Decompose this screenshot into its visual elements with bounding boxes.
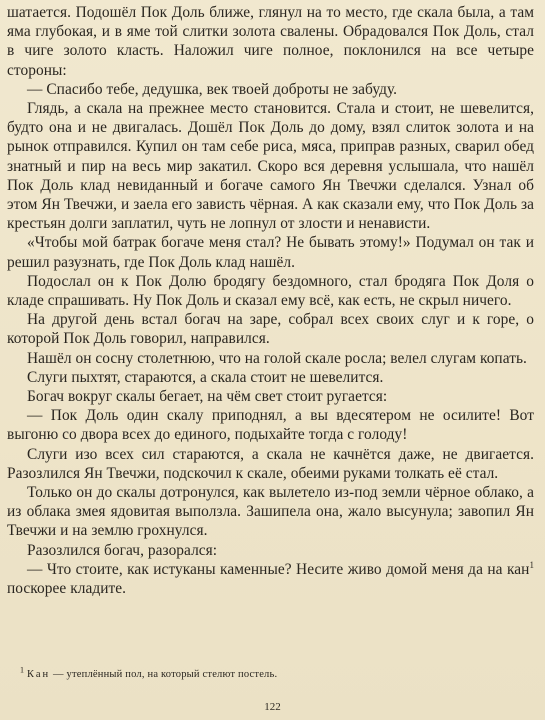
page-number: 122 — [264, 701, 281, 713]
paragraph: Разозлился богач, разорался: — [27, 541, 218, 559]
last-paragraph-tail: поскорее кладите. — [7, 580, 127, 598]
paragraph: Глядь, а скала на прежнее место становится. Стала и стоит, не шевелится, будто она и не двигалась. Дошёл Пок Доль до дому, взял слиток золота и на рынок отправился. Купил он там себе риса, мяса, приправ разных, сварил обед знатный и пир на весь мир закатил. Скоро вся деревня услышала, что нашёл Пок Доль клад невиданный и богаче самого Ян Твечжи сделался. Узнал об этом Ян Твечжи, и заела его зависть чёрная. А как сказали ему, что Пок Доль за крестьян долги заплатил, чуть не лопнул от злости и ненависти. — [7, 100, 534, 233]
footnote-ref[interactable]: 1 — [529, 559, 534, 570]
footnote-term: Кан — [27, 669, 51, 680]
footnote-definition: — утеплённый пол, на который стелют постель. — [50, 669, 278, 680]
paragraph: Богач вокруг скалы бегает, на чём свет стоит ругается: — [27, 388, 388, 406]
last-paragraph-text: — Что стоите, как истуканы каменные? Несите живо домой меня да на кан — [27, 560, 530, 578]
main-text — [7, 3, 534, 560]
paragraph: Слуги изо всех сил стараются, а скала не качнётся даже, не двигается. Разозлился Ян Твечжи, подскочил к скале, обеими руками толкать её стал. — [7, 445, 534, 482]
paragraph: Только он до скалы дотронулся, как вылетело из-под земли чёрное облако, а из облака змея ядовитая выползла. Зашипела она, жало высунула; завопил Ян Твечжи и на землю грохнулся. — [7, 484, 534, 540]
paragraph: Слуги пыхтят, стараются, а скала стоит не шевелится. — [27, 368, 384, 386]
paragraph-last — [7, 560, 534, 598]
paragraph: — Пок Доль один скалу приподнял, а вы вдесятером не осилите! Вот выгоню со двора всех до единого, подыхайте тогда с голоду! — [7, 407, 534, 444]
paragraph: Нашёл он сосну столетнюю, что на голой скале росла; велел слугам копать. — [27, 349, 527, 367]
paragraph: — Спасибо тебе, дедушка, век твоей доброты не забуду. — [27, 80, 398, 98]
paragraph: «Чтобы мой батрак богаче меня стал? Не бывать этому!» Подумал он так и решил разузнать, где Пок Доль клад нашёл. — [7, 234, 534, 271]
footnote — [20, 665, 530, 681]
paragraph: Подослал он к Пок Долю бродягу бездомного, стал бродяга Пок Доля о кладе спрашивать. Ну Пок Доль и сказал ему всё, как есть, не скрыл ничего. — [7, 272, 534, 310]
footnote-mark: 1 — [20, 665, 25, 675]
paragraph: На другой день встал богач на заре, собрал всех своих слуг и к горе, о которой Пок Доль говорил, направился. — [7, 311, 534, 348]
paragraph: шатается. Подошёл Пок Доль ближе, глянул на то место, где скала была, а там яма глубокая, и в яме той слитки золота свалены. Обрадовался Пок Доль, стал в чиге золото класть. Наложил чиге полное, поклонился на все четыре стороны: — [7, 4, 534, 79]
